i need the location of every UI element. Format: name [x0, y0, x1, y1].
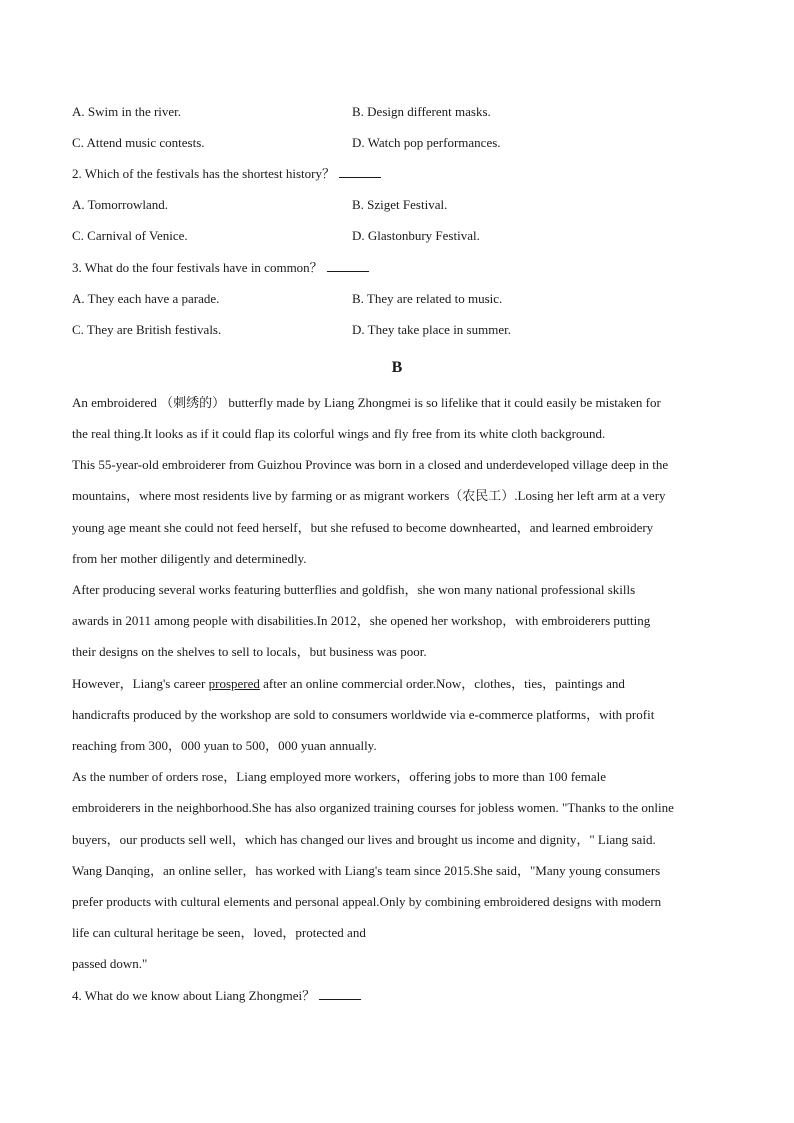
passage-line: passed down." — [72, 956, 148, 971]
q3-option-row-1 — [72, 288, 722, 310]
q2-option-c: C. Carnival of Venice. — [72, 228, 188, 243]
however-text-post: after an online commercial order.Now，clothes，ties，paintings and — [259, 676, 625, 691]
passage-line: reaching from 300，000 yuan to 500，000 yuan annually. — [72, 738, 377, 753]
q3-stem — [72, 257, 369, 279]
passage-line: their designs on the shelves to sell to locals，but business was poor. — [72, 644, 427, 659]
q2-option-a: A. Tomorrowland. — [72, 197, 168, 212]
q3-option-d: D. They take place in summer. — [352, 322, 511, 337]
underlined-word-prospered: prospered — [208, 676, 260, 691]
q4-stem — [72, 985, 361, 1007]
q1-option-row-2 — [72, 132, 722, 154]
passage-line: After producing several works featuring butterflies and goldfish，she won many national professional skills — [72, 582, 636, 597]
q4-stem-text: 4. What do we know about Liang Zhongmei？ — [72, 988, 316, 1003]
passage-line: handicrafts produced by the workshop are sold to consumers worldwide via e-commerce platforms，with profit — [72, 707, 655, 722]
passage-line: prefer products with cultural elements and personal appeal.Only by combining embroidered designs with modern — [72, 894, 662, 909]
passage-line: As the number of orders rose，Liang employed more workers，offering jobs to more than 100 female — [72, 769, 607, 784]
q3-option-row-2 — [72, 319, 722, 341]
q3-answer-blank[interactable] — [327, 259, 369, 272]
q2-option-d: D. Glastonbury Festival. — [352, 228, 480, 243]
passage-line: the real thing.It looks as if it could flap its colorful wings and fly free from its white cloth background. — [72, 426, 606, 441]
passage-line-however — [72, 673, 722, 695]
q2-answer-blank[interactable] — [339, 165, 381, 178]
q1-option-d: D. Watch pop performances. — [352, 135, 501, 150]
q3-stem-text: 3. What do the four festivals have in common？ — [72, 260, 323, 275]
passage-line: buyers，our products sell well，which has changed our lives and brought us income and dignity，" Liang said. — [72, 832, 656, 847]
q3-option-b: B. They are related to music. — [352, 291, 503, 306]
section-b-heading: B — [391, 359, 403, 376]
passage-line: An embroidered （刺绣的） butterfly made by Liang Zhongmei is so lifelike that it could easily be mistaken for — [72, 395, 661, 410]
passage-line: awards in 2011 among people with disabilities.In 2012，she opened her workshop，with embroiderers putting — [72, 613, 651, 628]
q3-option-c: C. They are British festivals. — [72, 322, 222, 337]
passage-line: from her mother diligently and determinedly. — [72, 551, 307, 566]
passage-line: mountains，where most residents live by farming or as migrant workers（农民工）.Losing her left arm at a very — [72, 488, 666, 503]
q1-option-c: C. Attend music contests. — [72, 135, 205, 150]
q1-option-b: B. Design different masks. — [352, 104, 491, 119]
passage-line: This 55-year-old embroiderer from Guizhou Province was born in a closed and underdeveloped village deep in the — [72, 457, 669, 472]
q2-option-b: B. Sziget Festival. — [352, 197, 448, 212]
passage-line: young age meant she could not feed herself，but she refused to become downhearted，and learned embroidery — [72, 520, 654, 535]
passage-line: Wang Danqing，an online seller，has worked with Liang's team since 2015.She said，"Many young consumers — [72, 863, 661, 878]
passage-line: life can cultural heritage be seen，loved，protected and — [72, 925, 366, 940]
q2-option-row-2 — [72, 225, 722, 247]
however-text-pre: However，Liang's career — [72, 676, 209, 691]
q2-stem — [72, 163, 381, 185]
q1-option-row-1 — [72, 101, 722, 123]
q2-option-row-1 — [72, 194, 722, 216]
q3-option-a: A. They each have a parade. — [72, 291, 220, 306]
q4-answer-blank[interactable] — [319, 987, 361, 1000]
q2-stem-text: 2. Which of the festivals has the shortest history？ — [72, 166, 335, 181]
q1-option-a: A. Swim in the river. — [72, 104, 182, 119]
passage-line: embroiderers in the neighborhood.She has also organized training courses for jobless women. "Thanks to the online — [72, 800, 674, 815]
